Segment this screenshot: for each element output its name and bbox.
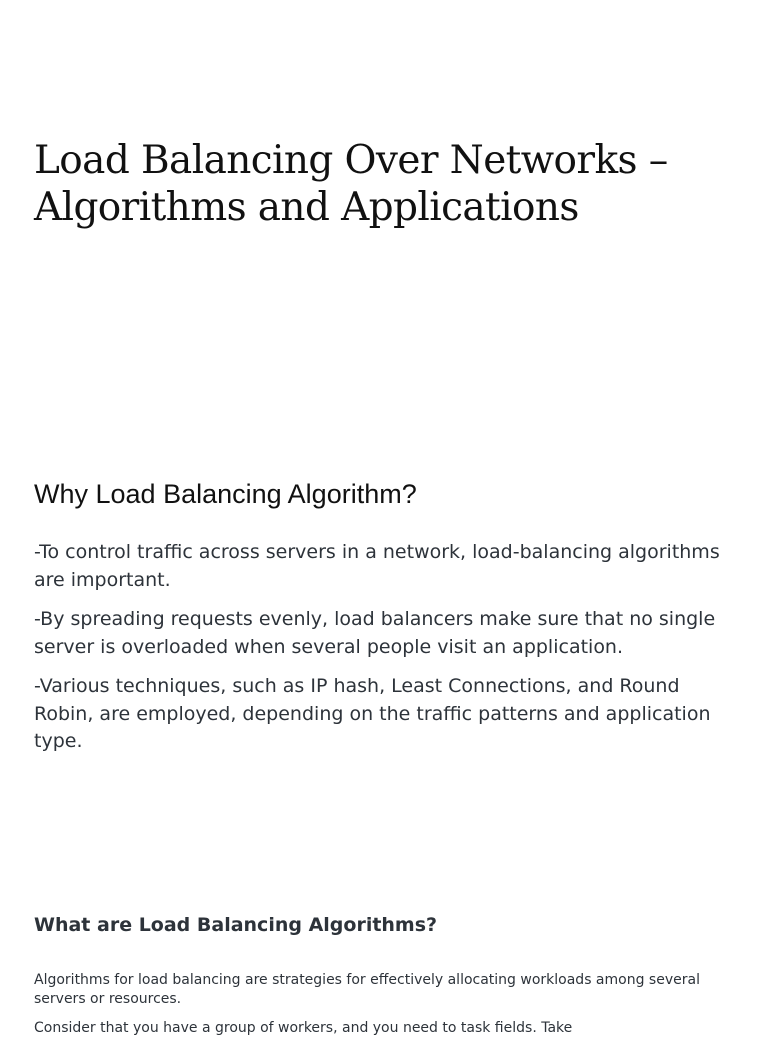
body-paragraph: Consider that you have a group of workers, and you need to task fields. Take bbox=[34, 1020, 573, 1036]
section-heading-what: What are Load Balancing Algorithms? bbox=[34, 914, 438, 936]
document-title: Load Balancing Over Networks – Algorithms and Applications bbox=[34, 138, 668, 230]
section-body bbox=[34, 971, 734, 1048]
bullet-item: -Various techniques, such as IP hash, Least Connections, and Round Robin, are employed, depending on the traffic patterns and application type. bbox=[34, 675, 711, 752]
section-heading-why: Why Load Balancing Algorithm? bbox=[34, 479, 417, 509]
bullet-item: -By spreading requests evenly, load balancers make sure that no single server is overloaded when several people visit an application. bbox=[34, 608, 716, 658]
bullet-item: -To control traffic across servers in a network, load-balancing algorithms are important. bbox=[34, 541, 720, 591]
body-paragraph: Algorithms for load balancing are strategies for effectively allocating workloads among several servers or resources. bbox=[34, 972, 700, 1007]
bullet-list bbox=[34, 539, 734, 768]
